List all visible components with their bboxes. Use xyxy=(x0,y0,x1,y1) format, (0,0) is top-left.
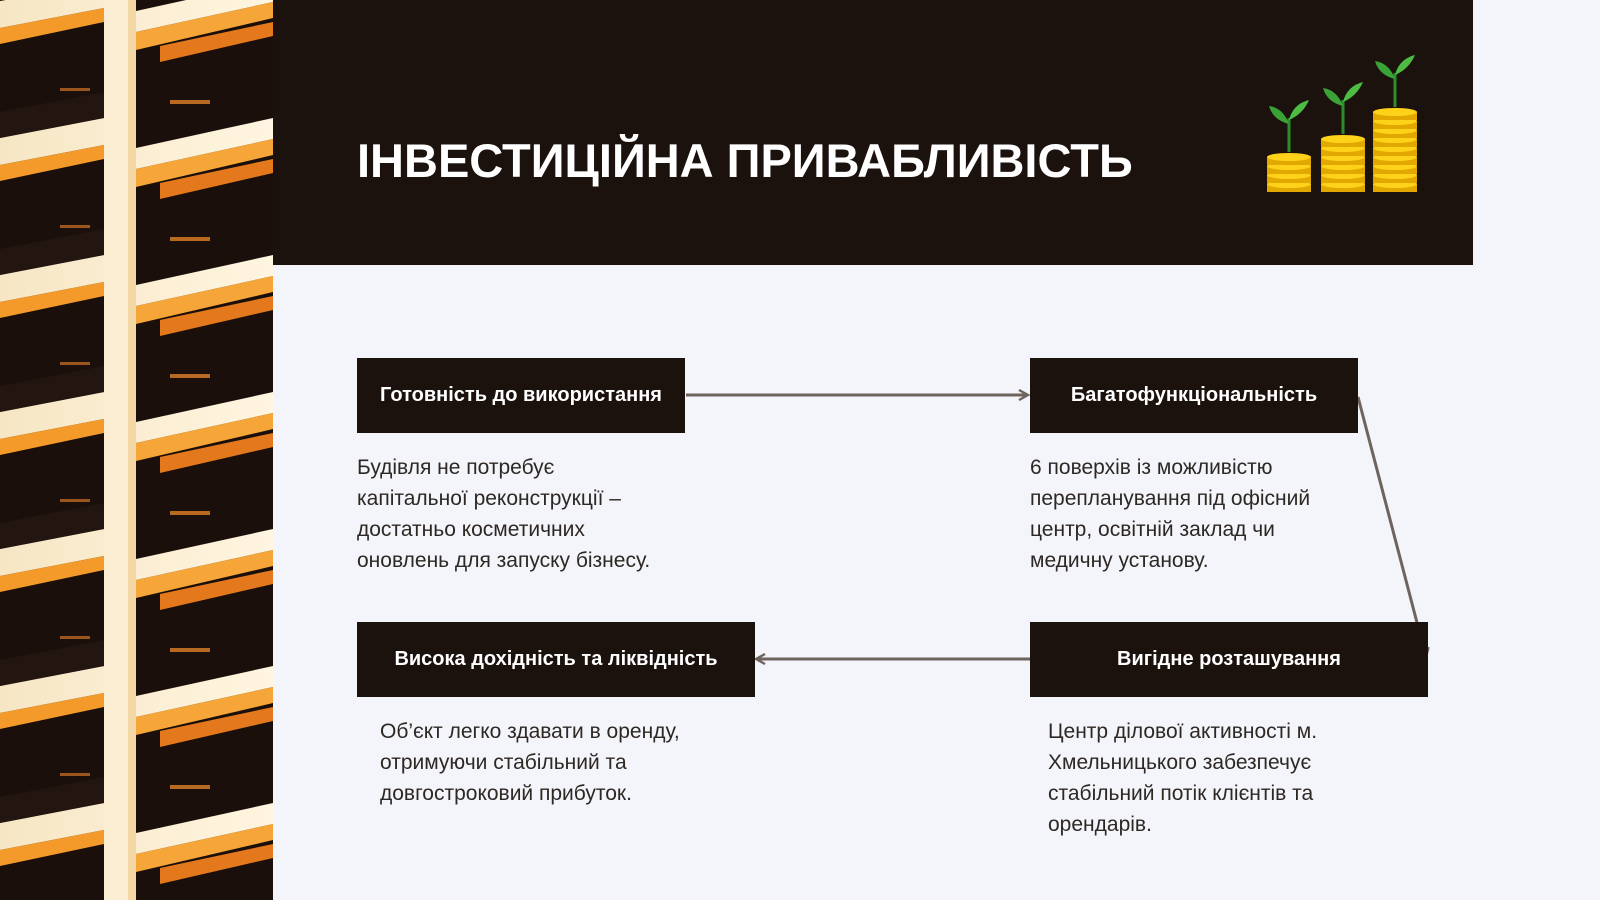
right-margin xyxy=(1473,0,1600,900)
card-readiness-description xyxy=(357,452,650,576)
desc-line: отримуючи стабільний та xyxy=(380,751,627,774)
desc-line: Хмельницького забезпечує xyxy=(1048,751,1312,774)
card-multifunctional-title: Багатофункціональність xyxy=(1030,358,1358,433)
card-readiness-title: Готовність до використання xyxy=(357,358,685,433)
desc-line: медичну установу. xyxy=(1030,549,1209,572)
desc-line: Будівля не потребує xyxy=(357,456,555,479)
desc-line: орендарів. xyxy=(1048,813,1152,836)
desc-line: перепланування під офісний xyxy=(1030,487,1311,510)
desc-line: довгостроковий прибуток. xyxy=(380,782,632,805)
desc-line: Центр ділової активності м. xyxy=(1048,720,1318,743)
card-location-description xyxy=(1048,716,1317,840)
card-profitability-title: Висока дохідність та ліквідність xyxy=(357,622,755,697)
desc-line: стабільний потік клієнтів та xyxy=(1048,782,1314,805)
desc-line: 6 поверхів із можливістю xyxy=(1030,456,1273,479)
building-photo xyxy=(0,0,273,900)
card-profitability-description xyxy=(380,716,680,809)
arrow-multifunctional-to-location xyxy=(1358,397,1426,657)
header-banner xyxy=(273,0,1473,265)
desc-line: достатньо косметичних xyxy=(357,518,585,541)
coins-growth-icon xyxy=(1259,48,1419,198)
desc-line: капітальної реконструкції – xyxy=(357,487,621,510)
desc-line: Об’єкт легко здавати в оренду, xyxy=(380,720,680,743)
desc-line: оновлень для запуску бізнесу. xyxy=(357,549,651,572)
page-title: ІНВЕСТИЦІЙНА ПРИВАБЛИВІСТЬ xyxy=(357,134,1133,187)
card-multifunctional-description xyxy=(1030,452,1310,576)
desc-line: центр, освітній заклад чи xyxy=(1030,518,1275,541)
card-location-title: Вигідне розташування xyxy=(1030,622,1428,697)
